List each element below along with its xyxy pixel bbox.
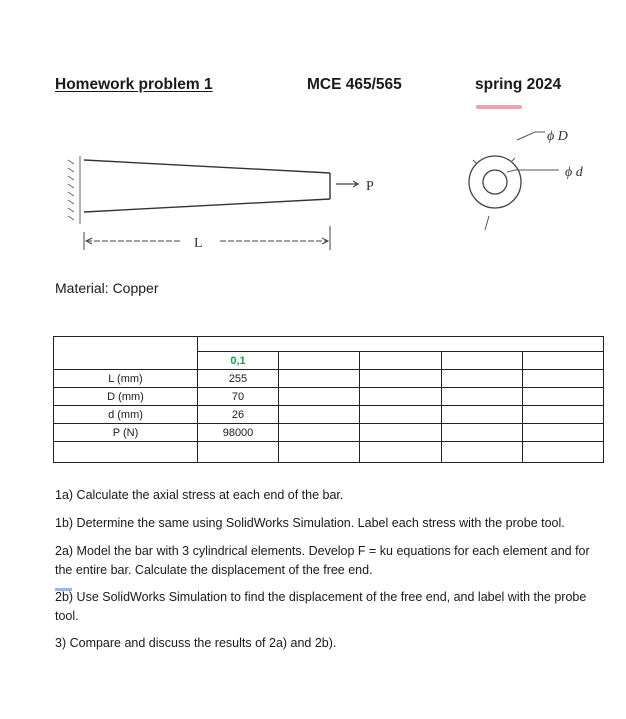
question-3: 3) Compare and discuss the results of 2a) and 2b).	[55, 636, 337, 650]
material-label: Material: Copper	[55, 280, 159, 296]
table-row	[54, 388, 604, 406]
question-1b: 1b) Determine the same using SolidWorks Simulation. Label each stress with the probe tool.	[55, 516, 565, 530]
term-highlight-mark	[476, 105, 522, 109]
table-row	[54, 337, 604, 352]
table-cell-header: 0,1	[198, 352, 279, 370]
row-label: L (mm)	[54, 370, 198, 388]
load-label: P	[366, 179, 374, 194]
row-label: d (mm)	[54, 406, 198, 424]
inner-diameter-label: ϕ d	[565, 165, 583, 180]
outer-diameter-label: ϕ D	[547, 129, 568, 144]
table-row	[54, 424, 604, 442]
tapered-bar-sketch	[60, 150, 400, 260]
parameter-table	[53, 336, 604, 463]
row-value: 255	[198, 370, 279, 388]
page-title: Homework problem 1	[55, 76, 213, 93]
question-1a: 1a) Calculate the axial stress at each end of the bar.	[55, 488, 344, 502]
term-label: spring 2024	[475, 76, 562, 93]
length-label: L	[194, 236, 203, 251]
row-label: D (mm)	[54, 388, 198, 406]
cross-section-sketch	[455, 120, 625, 240]
row-label: P (N)	[54, 424, 198, 442]
row-value: 26	[198, 406, 279, 424]
table-row	[54, 406, 604, 424]
row-value: 70	[198, 388, 279, 406]
table-row	[54, 442, 604, 463]
row-value: 98000	[198, 424, 279, 442]
course-code: MCE 465/565	[307, 76, 402, 93]
question-2a: 2a) Model the bar with 3 cylindrical elements. Develop F = ku equations for each element and for the entire bar. Calculate the displacement of the free end.	[55, 544, 590, 577]
table-row	[54, 370, 604, 388]
question-2b: 2b) Use SolidWorks Simulation to find the displacement of the free end, and label with the probe tool.	[55, 590, 587, 623]
